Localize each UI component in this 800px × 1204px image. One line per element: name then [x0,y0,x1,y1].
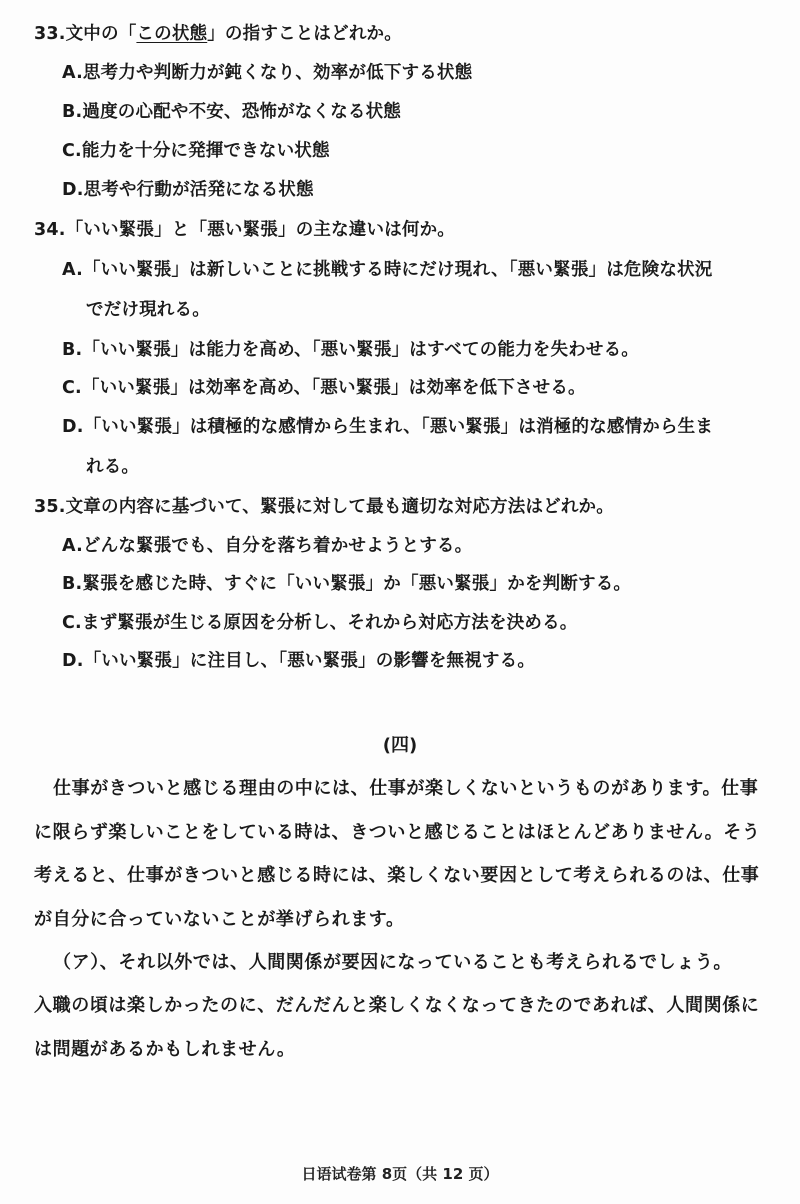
option-text: 思考力や判断力が鈍くなり、効率が低下する状態 [82,63,473,83]
question-number: 33. [34,24,66,44]
page-footer: 日语试卷第 8页（共 12 页） [301,1165,499,1183]
option-label: B. [62,340,83,360]
option-text: 能力を十分に発揮できない状態 [81,141,330,161]
question-33-option-d [62,179,314,201]
option-label: C. [62,378,82,398]
stem-text: 「いい緊張」と「悪い緊張」の主な違いは何か。 [65,220,456,240]
question-number: 35. [34,497,66,517]
option-text: 緊張を感じた時、すぐに「いい緊張」か「悪い緊張」かを判断する。 [82,574,632,594]
option-text: 「いい緊張」は新しいことに挑戦する時にだけ現れ、「悪い緊張」は危険な状況 [82,260,713,280]
question-34-option-b [62,339,639,361]
option-label: A. [62,260,83,280]
question-35-option-a [62,535,472,557]
stem-text: 文章の内容に基づいて、緊張に対して最も適切な対応方法はどれか。 [65,497,614,517]
option-text: 「いい緊張」に注目し、「悪い緊張」の影響を無視する。 [83,651,536,671]
passage-line: （ア）、それ以外では、人間関係が要因になっていることも考えられるでしょう。 [53,952,733,973]
question-34-option-a [62,259,712,281]
option-label: D. [62,651,84,671]
option-text: 「いい緊張」は効率を高め、「悪い緊張」は効率を低下させる。 [81,378,586,398]
stem-text: 」の指すことはどれか。 [207,24,402,44]
question-35-option-c [62,612,578,634]
passage-line: 入職の頃は楽しかったのに、だんだんと楽しくなくなってきたのであれば、人間関係に [34,995,760,1016]
question-35-option-b [62,573,631,595]
question-35-option-d [62,650,535,672]
question-34-option-c [62,377,586,399]
passage-line: が自分に合っていないことが挙げられます。 [34,909,405,930]
option-label: A. [62,63,83,83]
option-label: C. [62,141,82,161]
option-text: 「いい緊張」は能力を高め、「悪い緊張」はすべての能力を失わせる。 [82,340,639,360]
option-label: B. [62,102,83,122]
option-label: B. [62,574,83,594]
question-34-stem [34,219,455,241]
section-heading: (四) [382,735,418,756]
passage-line: は問題があるかもしれません。 [34,1039,296,1060]
question-33-stem [34,23,402,45]
option-text: まず緊張が生じる原因を分析し、それから対応方法を決める。 [81,613,578,633]
question-35-stem [34,496,614,518]
option-label: C. [62,613,82,633]
underlined-phrase: この状態 [136,24,208,44]
question-34-option-d-continuation: れる。 [86,457,140,477]
question-34-option-d [62,416,713,438]
question-34-option-a-continuation: でだけ現れる。 [86,300,210,320]
option-label: D. [62,180,84,200]
passage-line: 仕事がきついと感じる理由の中には、仕事が楽しくないというものがあります。仕事 [53,778,759,799]
option-label: A. [62,536,83,556]
option-text: 過度の心配や不安、恐怖がなくなる状態 [82,102,401,122]
question-number: 34. [34,220,66,240]
stem-text: 文中の「 [65,24,137,44]
question-33-option-b [62,101,401,123]
option-text: 「いい緊張」は積極的な感情から生まれ、「悪い緊張」は消極的な感情から生ま [83,417,714,437]
question-33-option-c [62,140,330,162]
option-label: D. [62,417,84,437]
question-33-option-a [62,62,472,84]
option-text: どんな緊張でも、自分を落ち着かせようとする。 [82,536,473,556]
passage-line: 考えると、仕事がきついと感じる時には、楽しくない要因として考えられるのは、仕事 [34,865,760,886]
passage-line: に限らず楽しいことをしている時は、きついと感じることはほとんどありません。そう [34,822,761,843]
option-text: 思考や行動が活発になる状態 [83,180,314,200]
